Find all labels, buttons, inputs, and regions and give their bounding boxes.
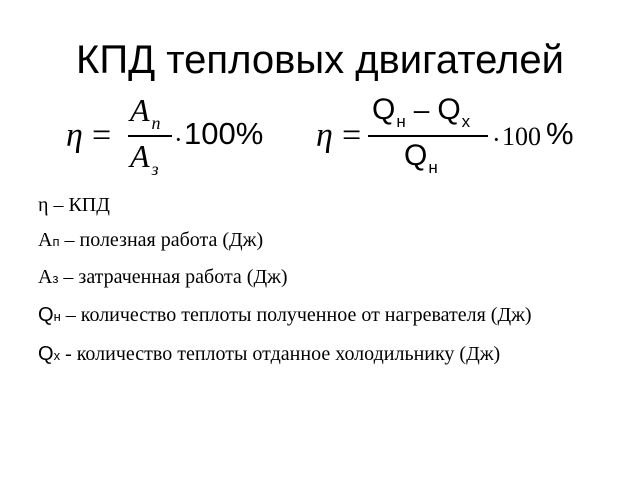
definition-symbol: A (38, 229, 53, 251)
heat-given-symbol: Q (437, 93, 461, 126)
useful-work-symbol: A (130, 92, 150, 128)
fraction-bar (368, 135, 488, 137)
eta-symbol: η (66, 117, 83, 154)
definition-text: – полезная работа (Дж) (59, 229, 264, 251)
slide-title: КПД тепловых двигателей (76, 38, 564, 82)
fraction-numerator (372, 92, 471, 131)
heat-received-symbol: Q (404, 139, 428, 172)
equals-sign: = (92, 117, 112, 154)
definition-useful-work (38, 227, 598, 255)
definition-subscript: н (53, 309, 61, 324)
eta-symbol: η (316, 117, 333, 154)
definition-subscript: х (53, 348, 61, 363)
minus-sign: – (413, 94, 430, 125)
definition-heat-received (38, 301, 598, 331)
definition-symbol: Q (38, 343, 54, 365)
definition-symbol: A (38, 266, 53, 288)
definition-symbol: Q (38, 304, 54, 326)
definition-text: - количество теплоты отданное холодильнику (Дж) (60, 343, 501, 365)
spent-work-subscript: з (151, 159, 159, 179)
definition-subscript: з (52, 271, 59, 286)
heat-given-subscript: х (461, 112, 471, 131)
efficiency-formula-work (62, 90, 292, 182)
definition-text: – КПД (48, 194, 110, 216)
definition-subscript: п (52, 234, 60, 249)
heat-received-subscript: н (428, 158, 438, 177)
efficiency-formula-heat (312, 90, 602, 182)
percent-sign: % (546, 116, 574, 151)
definition-text: – затраченная работа (Дж) (58, 266, 288, 288)
definition-text: – количество теплоты полученное от нагревателя (Дж) (60, 304, 532, 326)
fraction-bar (128, 135, 172, 137)
definition-spent-work (38, 264, 598, 292)
definitions-list (38, 192, 598, 379)
fraction-denominator (404, 138, 438, 177)
multiply-dot: · (492, 125, 501, 154)
hundred-percent: 100% (184, 116, 264, 151)
fraction-denominator (130, 138, 159, 179)
hundred-number: 100 (502, 122, 541, 151)
spent-work-symbol: A (130, 138, 150, 174)
heat-received-symbol: Q (372, 93, 396, 126)
heat-received-subscript: н (396, 112, 406, 131)
useful-work-subscript: п (151, 113, 161, 133)
definition-symbol: η (38, 194, 49, 216)
definition-heat-given (38, 340, 598, 370)
definition-efficiency (38, 192, 598, 218)
fraction-numerator (130, 92, 161, 133)
equals-sign: = (342, 117, 362, 154)
multiply-dot: · (174, 125, 183, 154)
